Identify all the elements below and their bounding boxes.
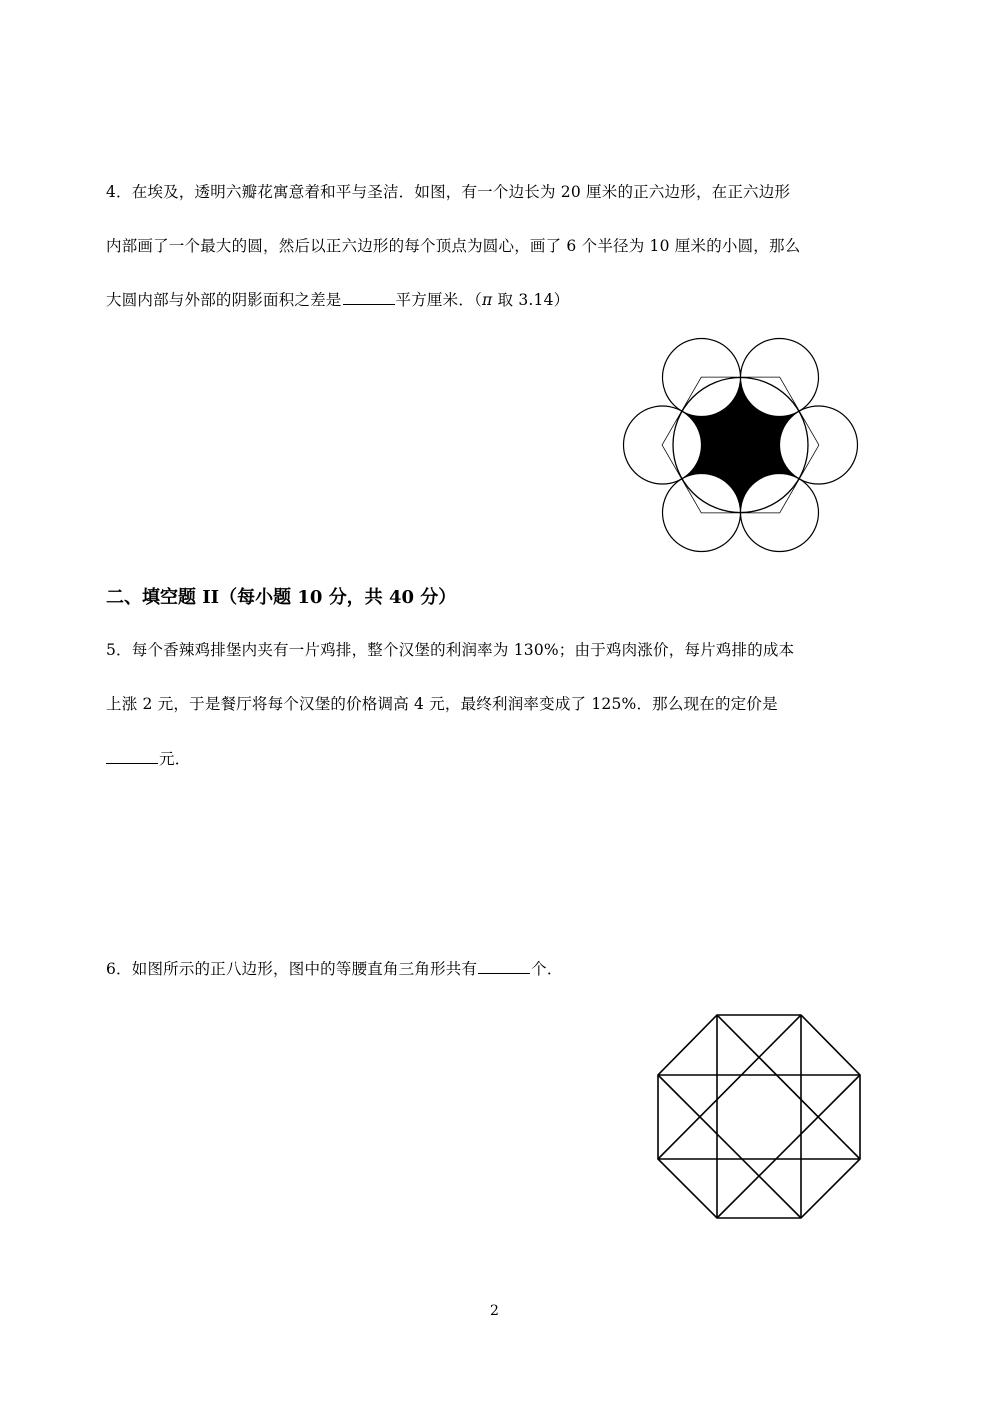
q5-answer-blank bbox=[106, 748, 158, 764]
q4-line-3 bbox=[106, 289, 569, 310]
hexagon-flower-figure bbox=[615, 334, 865, 564]
q4-line-2: 内部画了一个最大的圆，然后以正六边形的每个顶点为圆心，画了 6 个半径为 10 厘米的小圆，那么 bbox=[106, 237, 801, 255]
q6-text-after: 个． bbox=[531, 960, 563, 978]
section-heading: 二、填空题 II（每小题 10 分，共 40 分） bbox=[106, 587, 457, 608]
q6-answer-blank bbox=[478, 958, 530, 974]
q4-line-3-before: 大圆内部与外部的阴影面积之差是 bbox=[106, 291, 342, 309]
q6-line bbox=[106, 958, 563, 979]
q5-line-3 bbox=[106, 748, 190, 769]
q5-line-3-after: 元． bbox=[159, 750, 191, 768]
octagon-figure bbox=[650, 1008, 870, 1228]
q4-line-3-end: 取 3.14） bbox=[492, 291, 570, 309]
page-number: 2 bbox=[490, 1303, 499, 1319]
q4-answer-blank bbox=[343, 289, 395, 305]
octagon-outline bbox=[658, 1015, 860, 1218]
big-circle-shaded bbox=[673, 378, 808, 513]
q4-line-1: 4．在埃及，透明六瓣花寓意着和平与圣洁．如图，有一个边长为 20 厘米的正六边形，在正六边形 bbox=[106, 183, 791, 201]
pi-symbol: π bbox=[481, 291, 493, 309]
q6-text-before: 6．如图所示的正八边形，图中的等腰直角三角形共有 bbox=[106, 960, 478, 978]
q4-line-3-after: 平方厘米．（ bbox=[395, 291, 482, 309]
q5-line-2: 上涨 2 元，于是餐厅将每个汉堡的价格调高 4 元，最终利润率变成了 125%．那么现在的定价是 bbox=[106, 695, 778, 713]
q5-line-1: 5．每个香辣鸡排堡内夹有一片鸡排，整个汉堡的利润率为 130%；由于鸡肉涨价，每片鸡排的成本 bbox=[106, 641, 795, 659]
